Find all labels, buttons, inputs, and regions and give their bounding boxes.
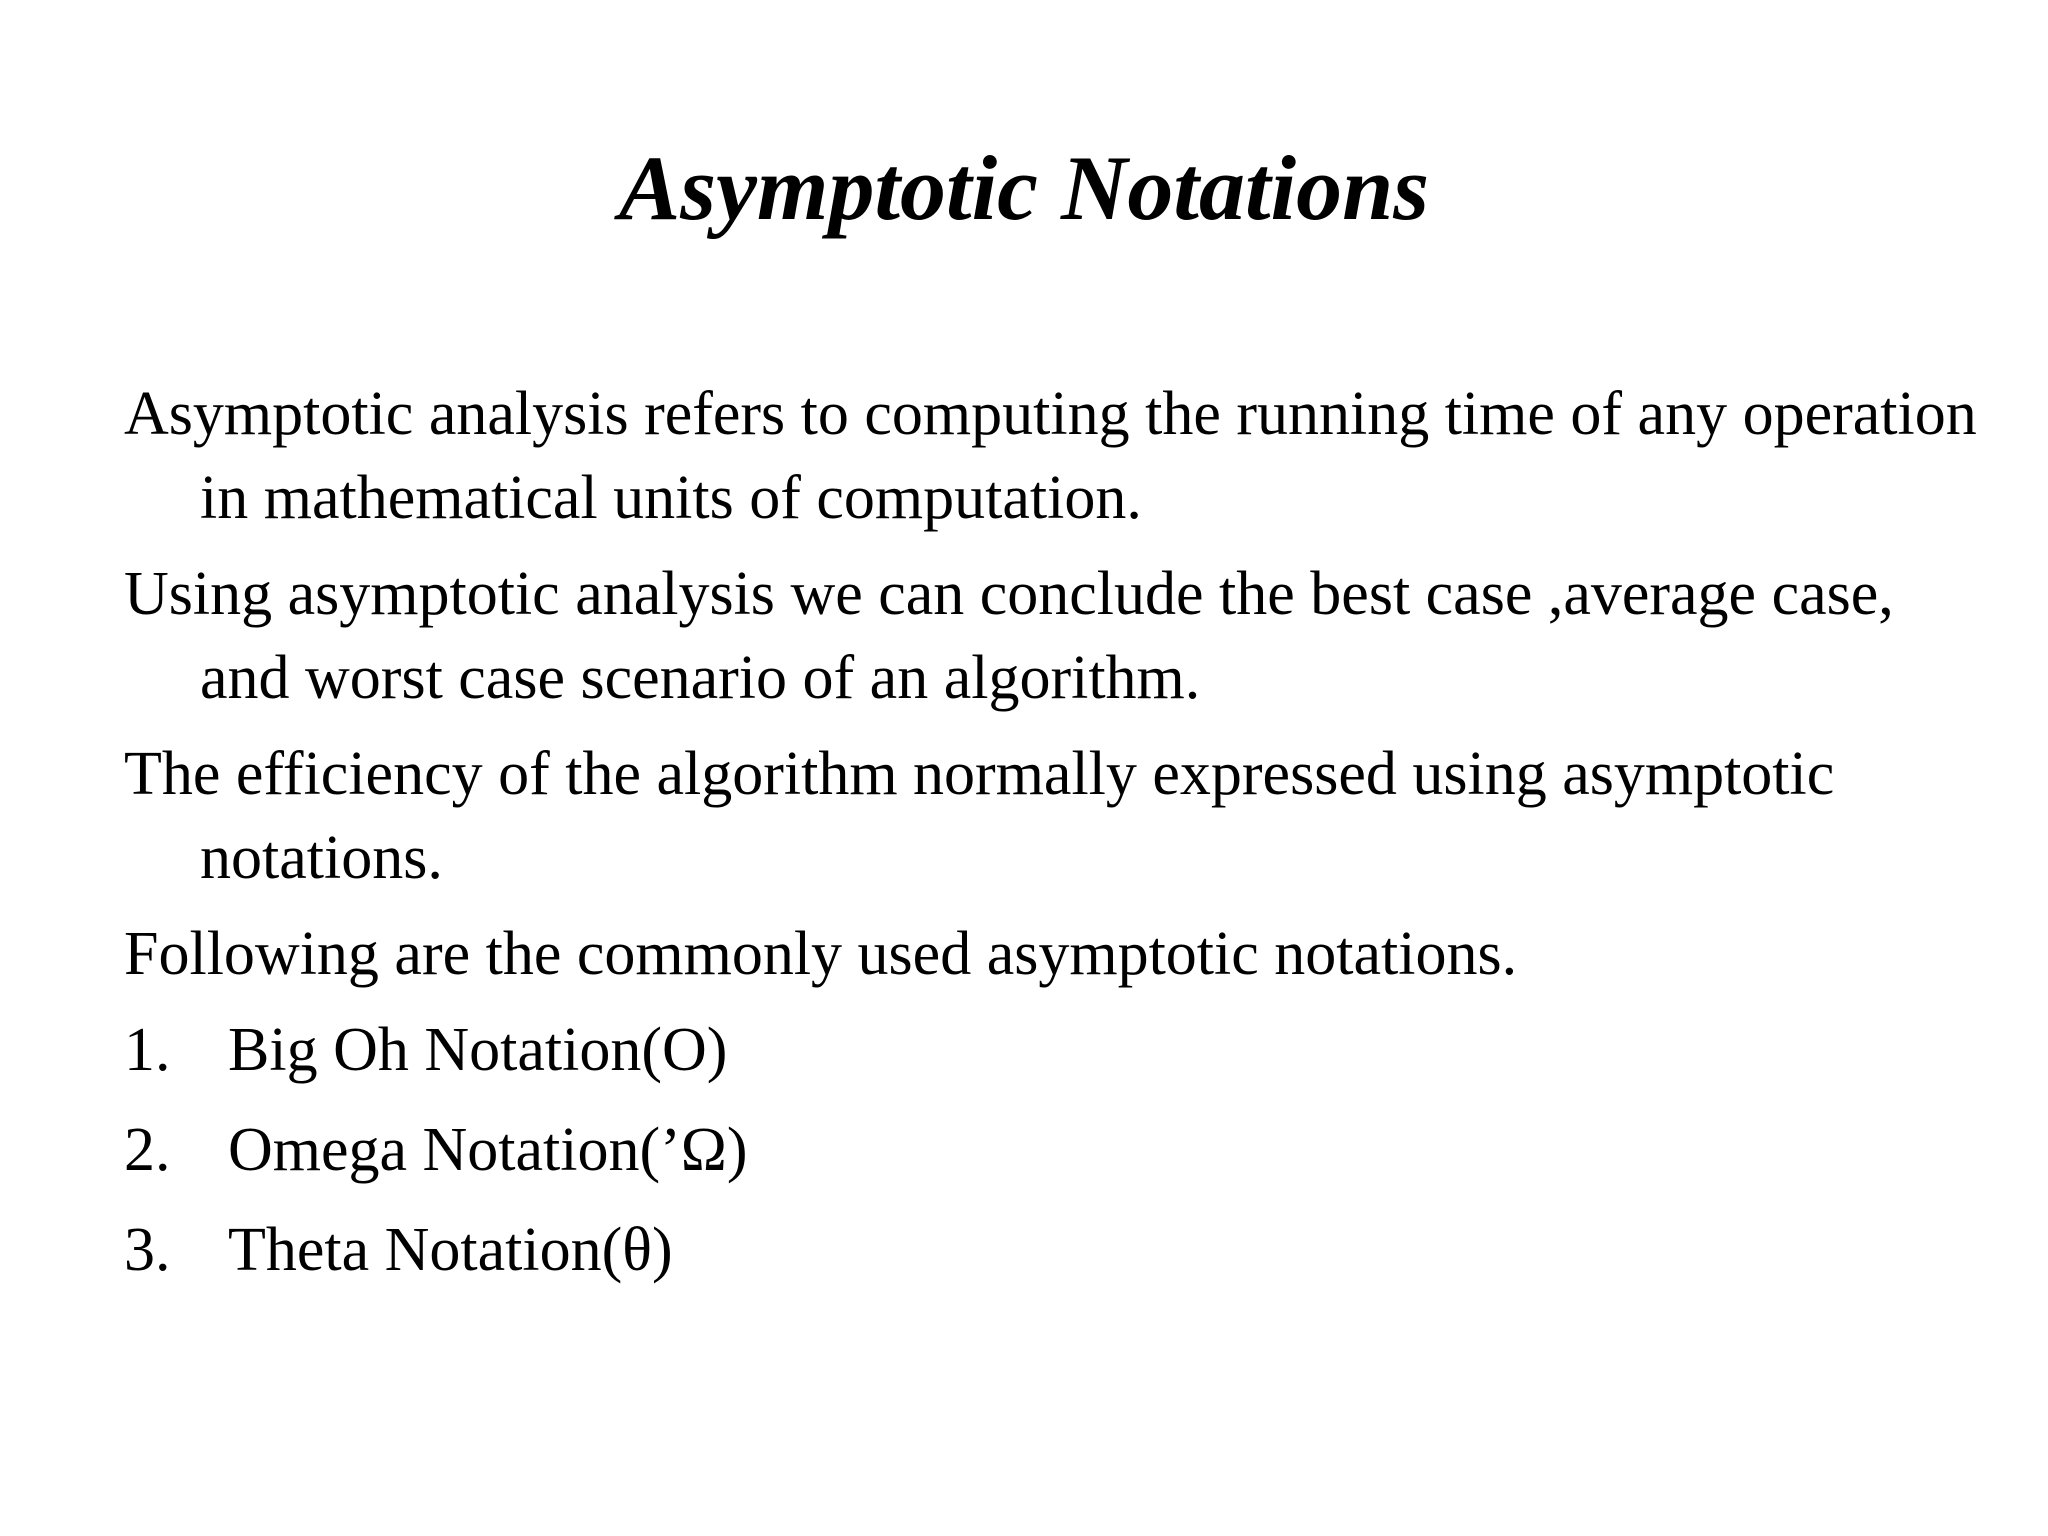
list-number: 3.: [124, 1216, 171, 1284]
list-text-theta: Theta Notation(θ): [228, 1216, 673, 1284]
list-text-big-oh: Big Oh Notation(O): [228, 1016, 728, 1084]
list-item: [124, 1208, 1984, 1292]
list-text-omega: Omega Notation(’Ω): [228, 1116, 748, 1184]
list-number: 2.: [124, 1116, 171, 1184]
slide-body: [124, 372, 1984, 1308]
paragraph-asymptotic-analysis: Asymptotic analysis refers to computing the running time of any operation in mathematical units of computation.: [124, 380, 1977, 532]
slide-title: Asymptotic Notations: [618, 137, 1430, 239]
list-item: [124, 1108, 1984, 1192]
paragraph-cases: Using asymptotic analysis we can conclude the best case ,average case, and worst case scenario of an algorithm.: [124, 560, 1894, 712]
list-item: [124, 1008, 1984, 1092]
list-number: 1.: [124, 1016, 171, 1084]
notation-list: [124, 1008, 1984, 1292]
paragraph-efficiency: The efficiency of the algorithm normally expressed using asymptotic notations.: [124, 740, 1835, 892]
paragraph-following: Following are the commonly used asymptotic notations.: [124, 920, 1518, 988]
